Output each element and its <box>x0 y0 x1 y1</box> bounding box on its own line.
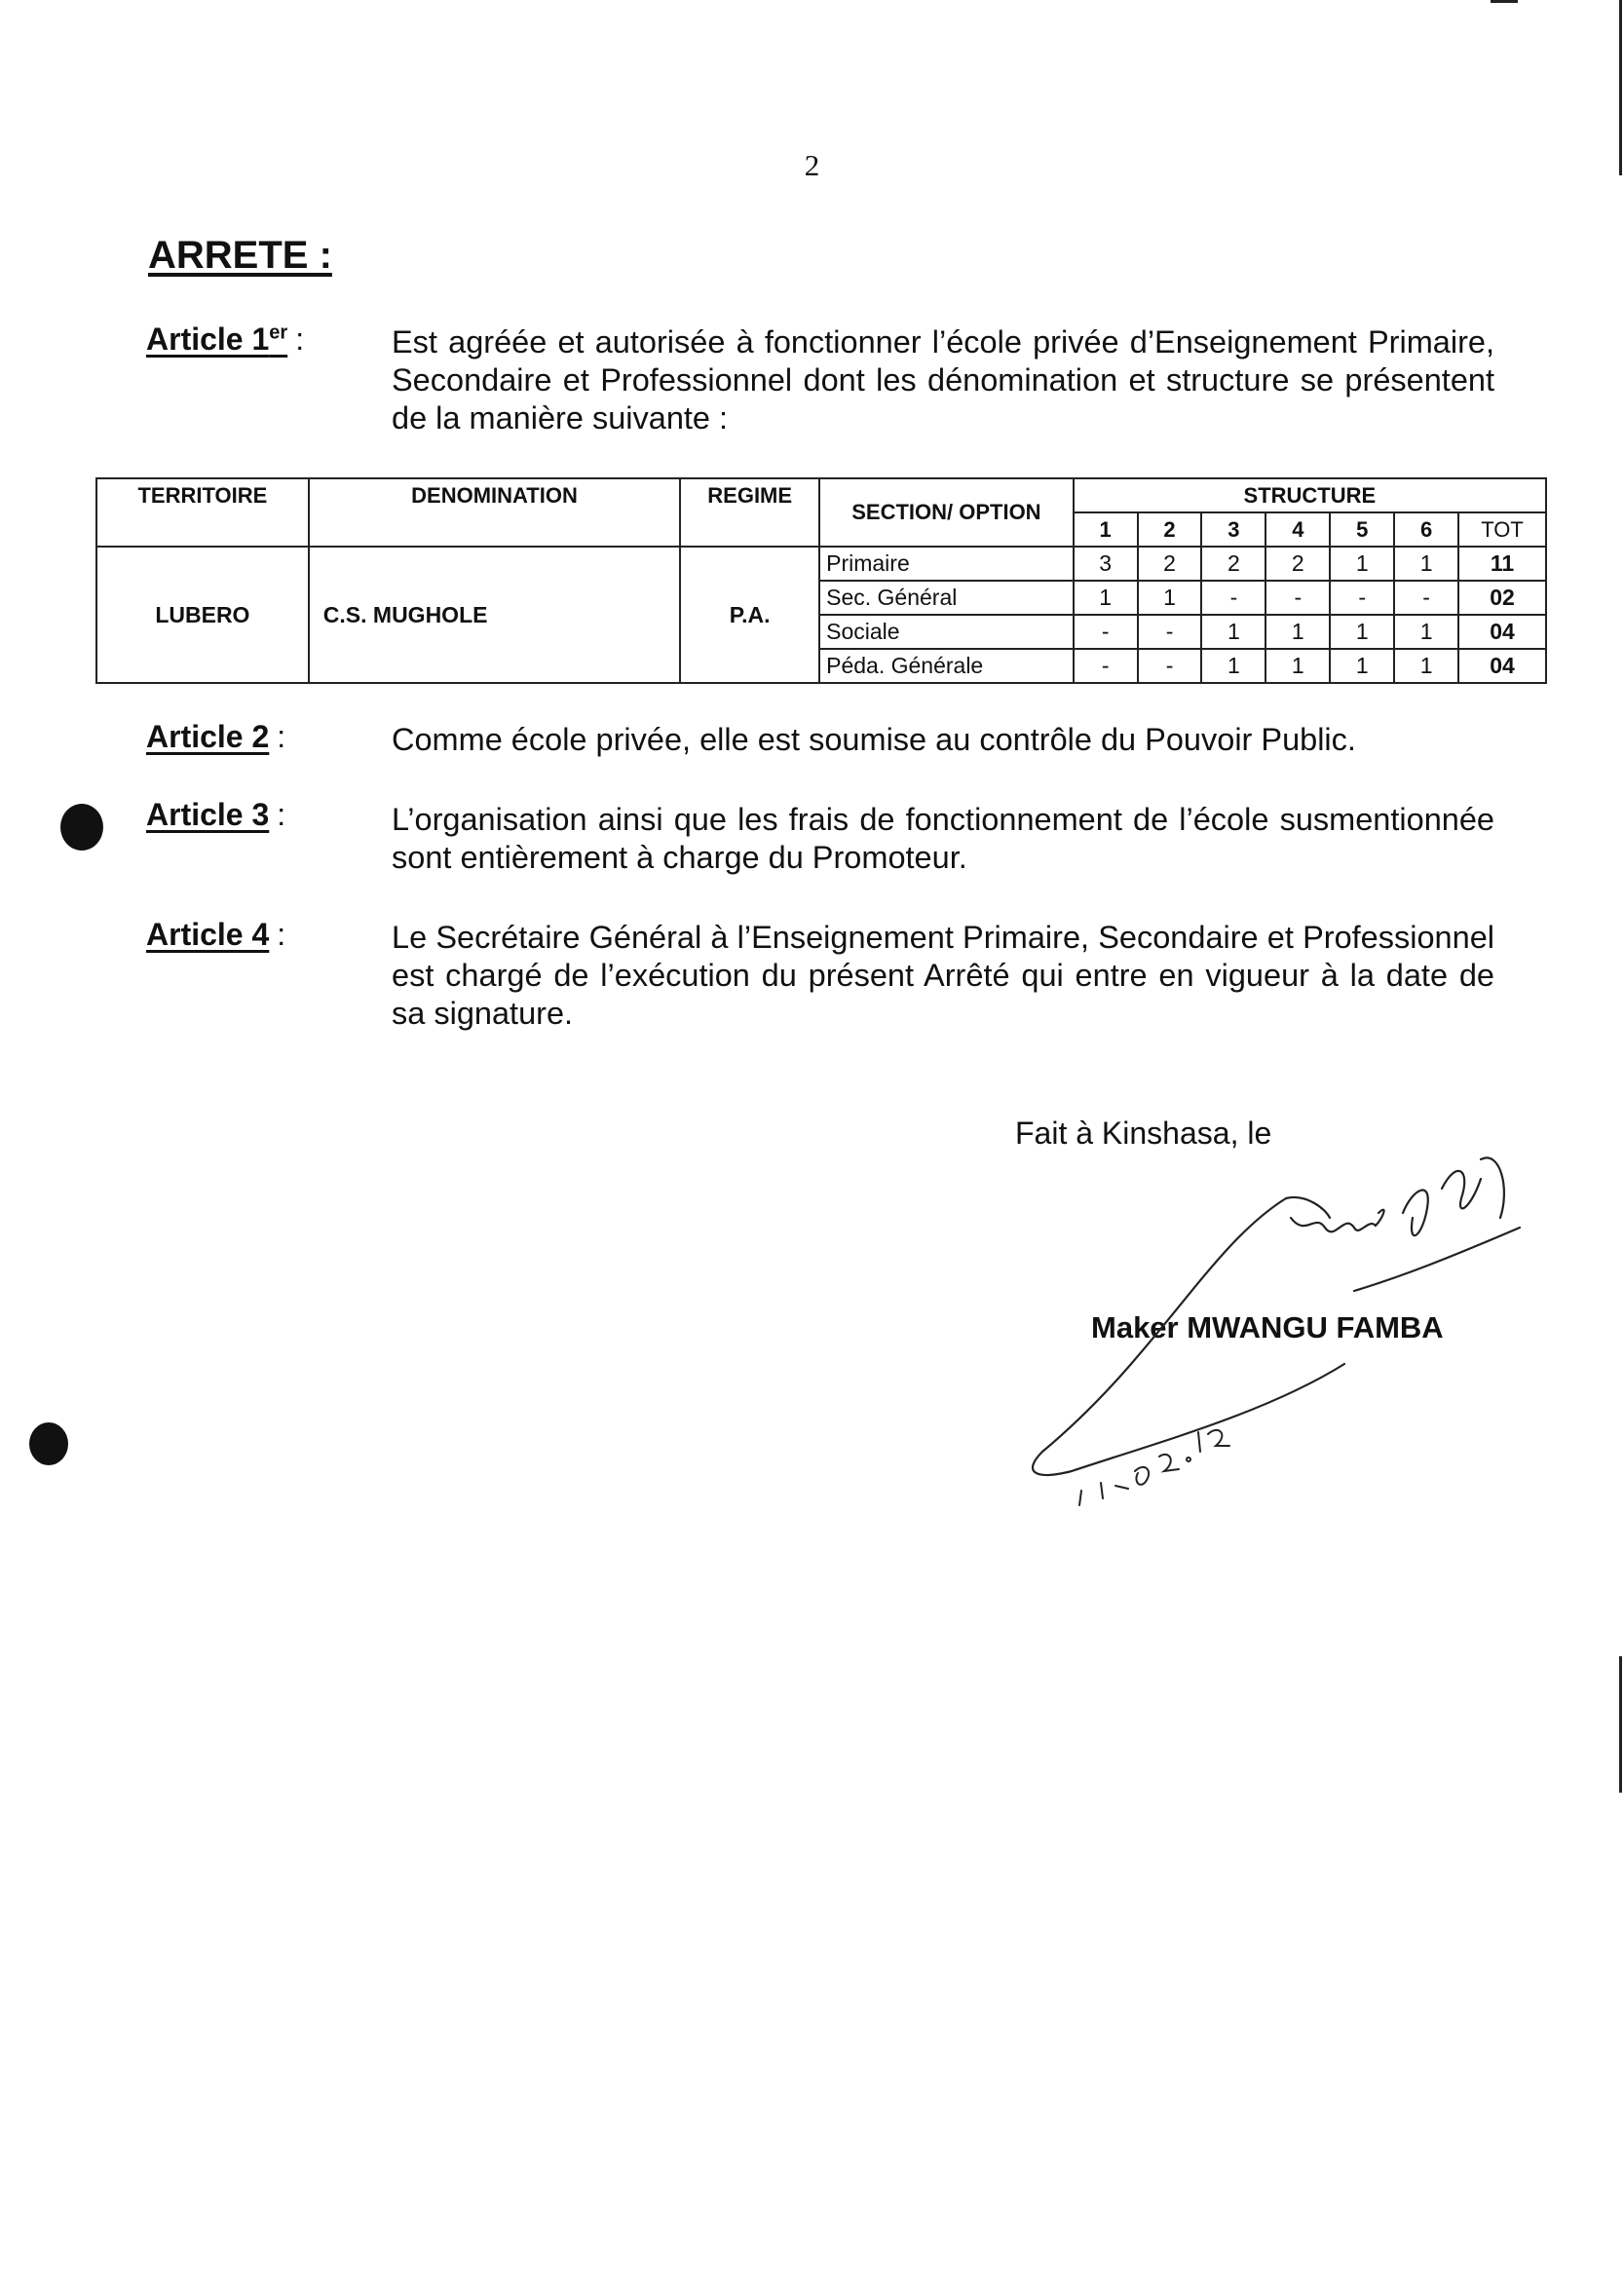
signoff-place-date: Fait à Kinshasa, le <box>1015 1116 1272 1151</box>
article-1-sup: er <box>269 322 288 344</box>
signatory-name: Maker MWANGU FAMBA <box>1091 1310 1444 1344</box>
cell-denomination: C.S. MUGHOLE <box>309 547 680 683</box>
header-structure: STRUCTURE <box>1074 478 1546 512</box>
cell-value: - <box>1394 581 1458 615</box>
article-4-label: Article 4 : <box>146 917 286 952</box>
article-2-text: Comme école privée, elle est soumise au contrôle du Pouvoir Public. <box>392 722 1356 757</box>
cell-value: 1 <box>1201 615 1265 649</box>
cell-value: - <box>1265 581 1330 615</box>
article-4-text: Le Secrétaire Général à l’Enseignement Primaire, Secondaire et Professionnel est chargé de l’exécution du présent Arrêté qui entre en vigueur à la date de sa signature. <box>392 920 1494 1031</box>
cell-value: 1 <box>1394 547 1458 581</box>
article-1-label-text: Article 1 <box>146 322 270 357</box>
table-row <box>96 547 1546 581</box>
article-1-text: Est agréée et autorisée à fonctionner l’école privée d’Enseignement Primaire, Secondaire et Professionnel dont les dénomination et structure se présentent de la manière suivante : <box>392 324 1494 435</box>
cell-total: 04 <box>1458 649 1546 683</box>
cell-section: Sociale <box>819 615 1074 649</box>
cell-value: - <box>1330 581 1394 615</box>
article-3-label-text: Article 3 <box>146 797 270 832</box>
cell-section: Primaire <box>819 547 1074 581</box>
cell-value: 1 <box>1138 581 1202 615</box>
header-total: TOT <box>1458 512 1546 547</box>
cell-value: - <box>1138 649 1202 683</box>
cell-regime: P.A. <box>680 547 819 683</box>
cell-total: 11 <box>1458 547 1546 581</box>
edge-mark <box>1619 1656 1622 1793</box>
header-regime: REGIME <box>680 478 819 547</box>
article-1-label: Article 1er : <box>146 322 305 357</box>
cell-value: 1 <box>1330 615 1394 649</box>
header-section: SECTION/ OPTION <box>819 478 1074 547</box>
header-level: 1 <box>1074 512 1138 547</box>
article-3-text: L’organisation ainsi que les frais de fonctionnement de l’école susmentionnée sont entièrement à charge du Promoteur. <box>392 802 1494 875</box>
cell-total: 04 <box>1458 615 1546 649</box>
punch-hole <box>29 1422 68 1465</box>
header-level: 4 <box>1265 512 1330 547</box>
cell-value: - <box>1074 615 1138 649</box>
cell-value: - <box>1074 649 1138 683</box>
header-territoire: TERRITOIRE <box>96 478 309 547</box>
edge-mark <box>1619 0 1622 175</box>
header-denomination: DENOMINATION <box>309 478 680 547</box>
cell-value: 1 <box>1201 649 1265 683</box>
cell-value: - <box>1138 615 1202 649</box>
cell-value: 1 <box>1265 649 1330 683</box>
cell-value: 1 <box>1074 581 1138 615</box>
article-3-label: Article 3 : <box>146 797 286 832</box>
cell-section: Sec. Général <box>819 581 1074 615</box>
cell-value: - <box>1201 581 1265 615</box>
cell-value: 1 <box>1265 615 1330 649</box>
cell-section: Péda. Générale <box>819 649 1074 683</box>
cell-total: 02 <box>1458 581 1546 615</box>
cell-value: 1 <box>1394 649 1458 683</box>
cell-value: 2 <box>1138 547 1202 581</box>
cell-value: 3 <box>1074 547 1138 581</box>
header-level: 3 <box>1201 512 1265 547</box>
header-level: 5 <box>1330 512 1394 547</box>
structure-table <box>95 477 1547 684</box>
article-2-label: Article 2 : <box>146 719 286 754</box>
page-number: 2 <box>804 148 820 182</box>
header-level: 2 <box>1138 512 1202 547</box>
signature-icon <box>1013 1120 1539 1510</box>
cell-value: 2 <box>1201 547 1265 581</box>
edge-mark <box>1491 0 1518 3</box>
cell-value: 1 <box>1330 649 1394 683</box>
cell-value: 1 <box>1394 615 1458 649</box>
cell-value: 1 <box>1330 547 1394 581</box>
header-level: 6 <box>1394 512 1458 547</box>
article-4-label-text: Article 4 <box>146 917 270 952</box>
article-2-label-text: Article 2 <box>146 719 270 754</box>
heading: ARRETE : <box>148 234 332 277</box>
cell-territoire: LUBERO <box>96 547 309 683</box>
punch-hole <box>60 804 103 851</box>
cell-value: 2 <box>1265 547 1330 581</box>
